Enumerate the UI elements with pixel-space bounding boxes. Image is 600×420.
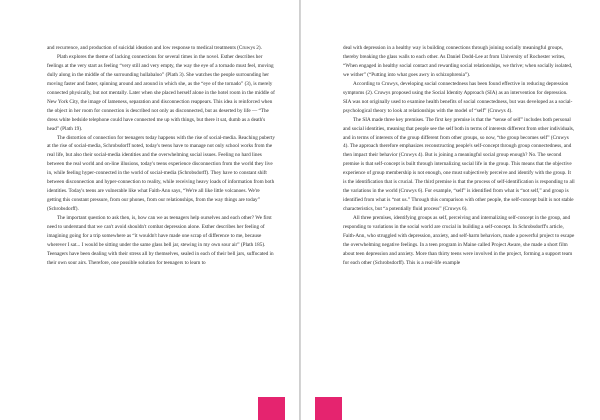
paragraph: and recurrence, and production of suicidal ideation and low response to medical treatments (Cruwys 2). bbox=[47, 45, 262, 51]
paragraph: According to Cruwys, developing social connectedness has been found effective in reducing depression symptoms (2). Cruwys proposed using the Social Identity Approach (SIA) as an intervention for depression. SIA was not originally used to examine health benefits of social connectedness, but was developed as a social-psychological theory to look at relationships with the model of “self” (Cruwys 4). bbox=[343, 80, 573, 114]
right-text-column bbox=[343, 44, 575, 268]
paragraph: All three premises, identifying groups as self, perceiving and internalizing self-concept in the group, and responding to variations in the social world are crucial in building a self-concept. In Schrobsdorff's article, Faith-Ann, who struggled with depression, anxiety, and self-harm behaviors, made a powerful project to escape the overwhelming negative feelings. In a teen program in Maine called Project Aware, she made a short film about teen depression and anxiety. More than thirty teens were involved in the project, forming a support team for each other (Schrobsdorff). This is a real-life example bbox=[343, 215, 575, 266]
page-corner-accent bbox=[315, 397, 342, 420]
paragraph: The SIA made three key premises. The first key premise is that the “sense of self” includes both personal and social identities, meaning that people see the self both in terms of interests different from other individuals, and in terms of interests of the group different from other groups, so now, “the group becomes self” (Cruwys 4). The approach therefore emphasizes reconstructing people's self-concept through group connectedness, and then impact their behavior (Cruwys 4). But is joining a meaningful social group enough? No. The second premise is that self-concept is built through internalizing social life in the group. This means that the objective experience of group membership is not enough, one must subjectively perceive and identify with the group. It is the identification that is crucial. The third premise is that the process of self-identification is responding to all the variations in the world (Cruwys 6). For example, “self” is identified from what is “not self,” and group is identified from what is “not us.” Through this comparison with other people, the self-concept built is not stable characteristics, but “a potentially fluid process” (Cruwys 6). bbox=[343, 116, 575, 213]
paragraph: deal with depression in a healthy way is building connections through joining socially meaningful groups, thereby breaking the glass walls to each other. As Daniel Dodd-Lee at from University of Rochester writes, “When engaged in healthy social contact and rewarding social relationships, we thrive; when socially isolated, we wither” (“Putting into what goes awry in schizophrenia”). bbox=[343, 45, 573, 78]
paragraph: The important question to ask then, is, how can we as teenagers help ourselves and each other? We first need to understand that we can't avoid shouldn't combat depression alone. Esther describes her feeling of imagining going for a trip somewhere as “it wouldn't have made one scrap of difference to me, because wherever I sat... I would be sitting under the same glass bell jar, stewing in my own sour air” (Plath 185). Teenagers have been dealing with their stress all by themselves, sealed in each of their bell jars, suffocated in their own sour airs. Therefore, one possible solution for teenagers to learn to bbox=[47, 215, 274, 266]
paragraph: Plath explores the theme of lacking connections for several times in the novel. Esther describes her feelings at the very start as feeling “very still and very empty, the way the eye of a tornado must feel, moving dully along in the middle of the surrounding hullabaloo” (Plath 3). She watches the people surrounding her moving faster and faster, spinning around and around in which she, as the “eye of the tornado” (3), is merely connected physically, but not mentally. Later when she placed herself alone in the hotel room in the middle of New York City, the image of lameness, separation and disconnection reappears. This idea is reinforced when the object in her room for connection is described not only as disconnected, but as deserted by life — “The dress white bedside telephone could have connected me up with things, but there it sat, dumb as a death's head” (Plath 19). bbox=[47, 53, 275, 132]
left-text-column bbox=[47, 44, 275, 268]
paragraph: The distortion of connection for teenagers today happens with the rise of social-media. Reaching puberty at the rise of social-media, Schrobsdorff noted, today's teens have to manage not only school works from the real life, but also their social-media identities and the overwhelming social issues. Feeling no hard lines between the real world and on-line illusions, today's teens experience disconnection from the world they live in, while feeling hyper-connected in the world of social-media (Schrobsdorff). They have to constant shift between disconnection and hyper-connection to reality, while receiving heavy loads of information from both identities. Today's teens are vulnerable like what Faith-Ann says, “We're all like little volcanoes. We're getting this constant pressure, from our phones, from our relationships, from the way things are today” (Schrobsdorff). bbox=[47, 134, 275, 213]
page-corner-accent bbox=[258, 397, 285, 420]
right-page bbox=[301, 0, 600, 420]
